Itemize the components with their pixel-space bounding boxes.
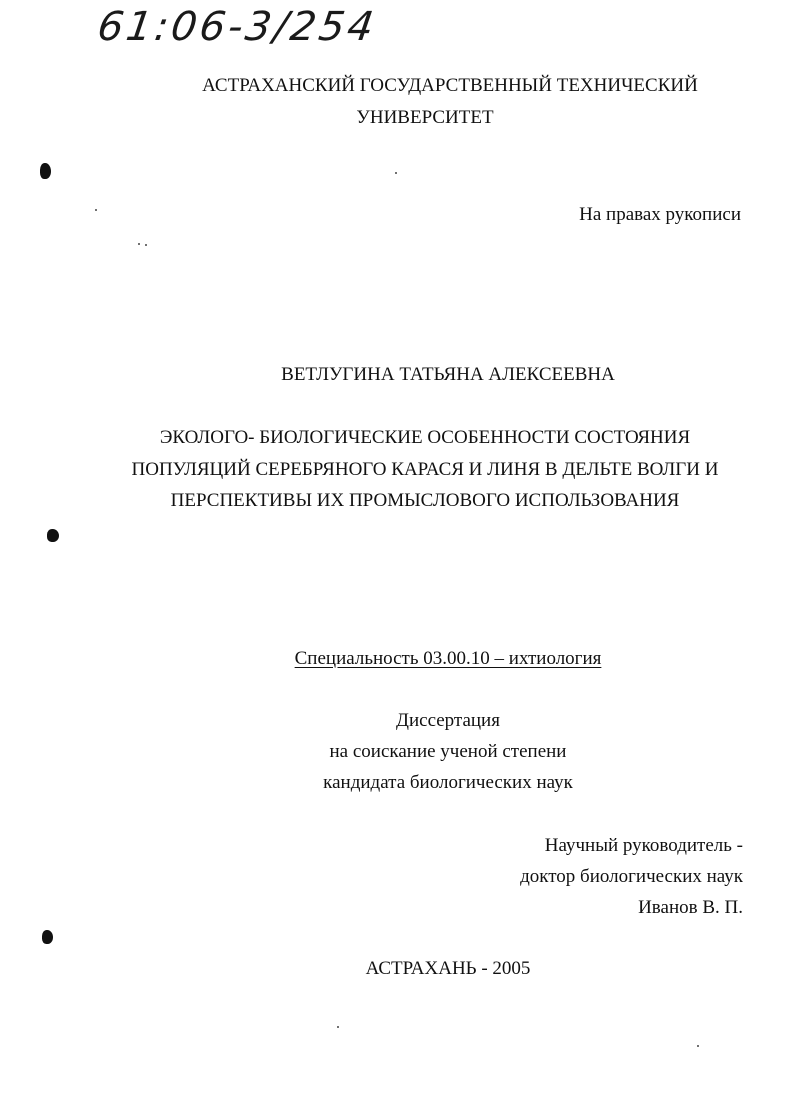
handwritten-archive-number: 61:06-3/254 [94,4,380,50]
degree-line-3: кандидата биологических наук [323,772,573,793]
supervisor-line-2: доктор биологических наук [520,866,743,887]
university-name-line-1: АСТРАХАНСКИЙ ГОСУДАРСТВЕННЫЙ ТЕХНИЧЕСКИЙ [202,75,698,96]
dissertation-title-line-1: ЭКОЛОГО- БИОЛОГИЧЕСКИЕ ОСОБЕННОСТИ СОСТОЯНИЯ [159,427,691,448]
author-name: ВЕТЛУГИНА ТАТЬЯНА АЛЕКСЕЕВНА [281,364,615,385]
scan-speck [395,172,397,174]
degree-line-2: на соискание ученой степени [329,741,567,762]
supervisor-line-3: Иванов В. П. [638,897,743,918]
scan-speck [138,243,140,245]
scan-speck [697,1045,699,1047]
supervisor-line-1: Научный руководитель - [544,835,743,856]
scan-speck [337,1026,339,1028]
scan-speck [145,244,147,246]
manuscript-rights-note: На правах рукописи [579,204,741,225]
degree-line-1: Диссертация [396,710,500,731]
university-name-line-2: УНИВЕРСИТЕТ [356,107,494,128]
dissertation-title-line-2: ПОПУЛЯЦИЙ СЕРЕБРЯНОГО КАРАСЯ И ЛИНЯ В ДЕЛЬТЕ ВОЛГИ И [131,459,719,480]
binding-hole-mark [40,163,51,179]
dissertation-title-line-3: ПЕРСПЕКТИВЫ ИХ ПРОМЫСЛОВОГО ИСПОЛЬЗОВАНИЯ [170,490,680,511]
binding-hole-mark [47,529,59,542]
specialty-text: Специальность 03.00.10 – ихтиология [294,648,602,669]
city-and-year: АСТРАХАНЬ - 2005 [365,958,531,979]
scan-speck [95,209,97,211]
binding-hole-mark [42,930,53,944]
specialty-line [148,648,748,670]
